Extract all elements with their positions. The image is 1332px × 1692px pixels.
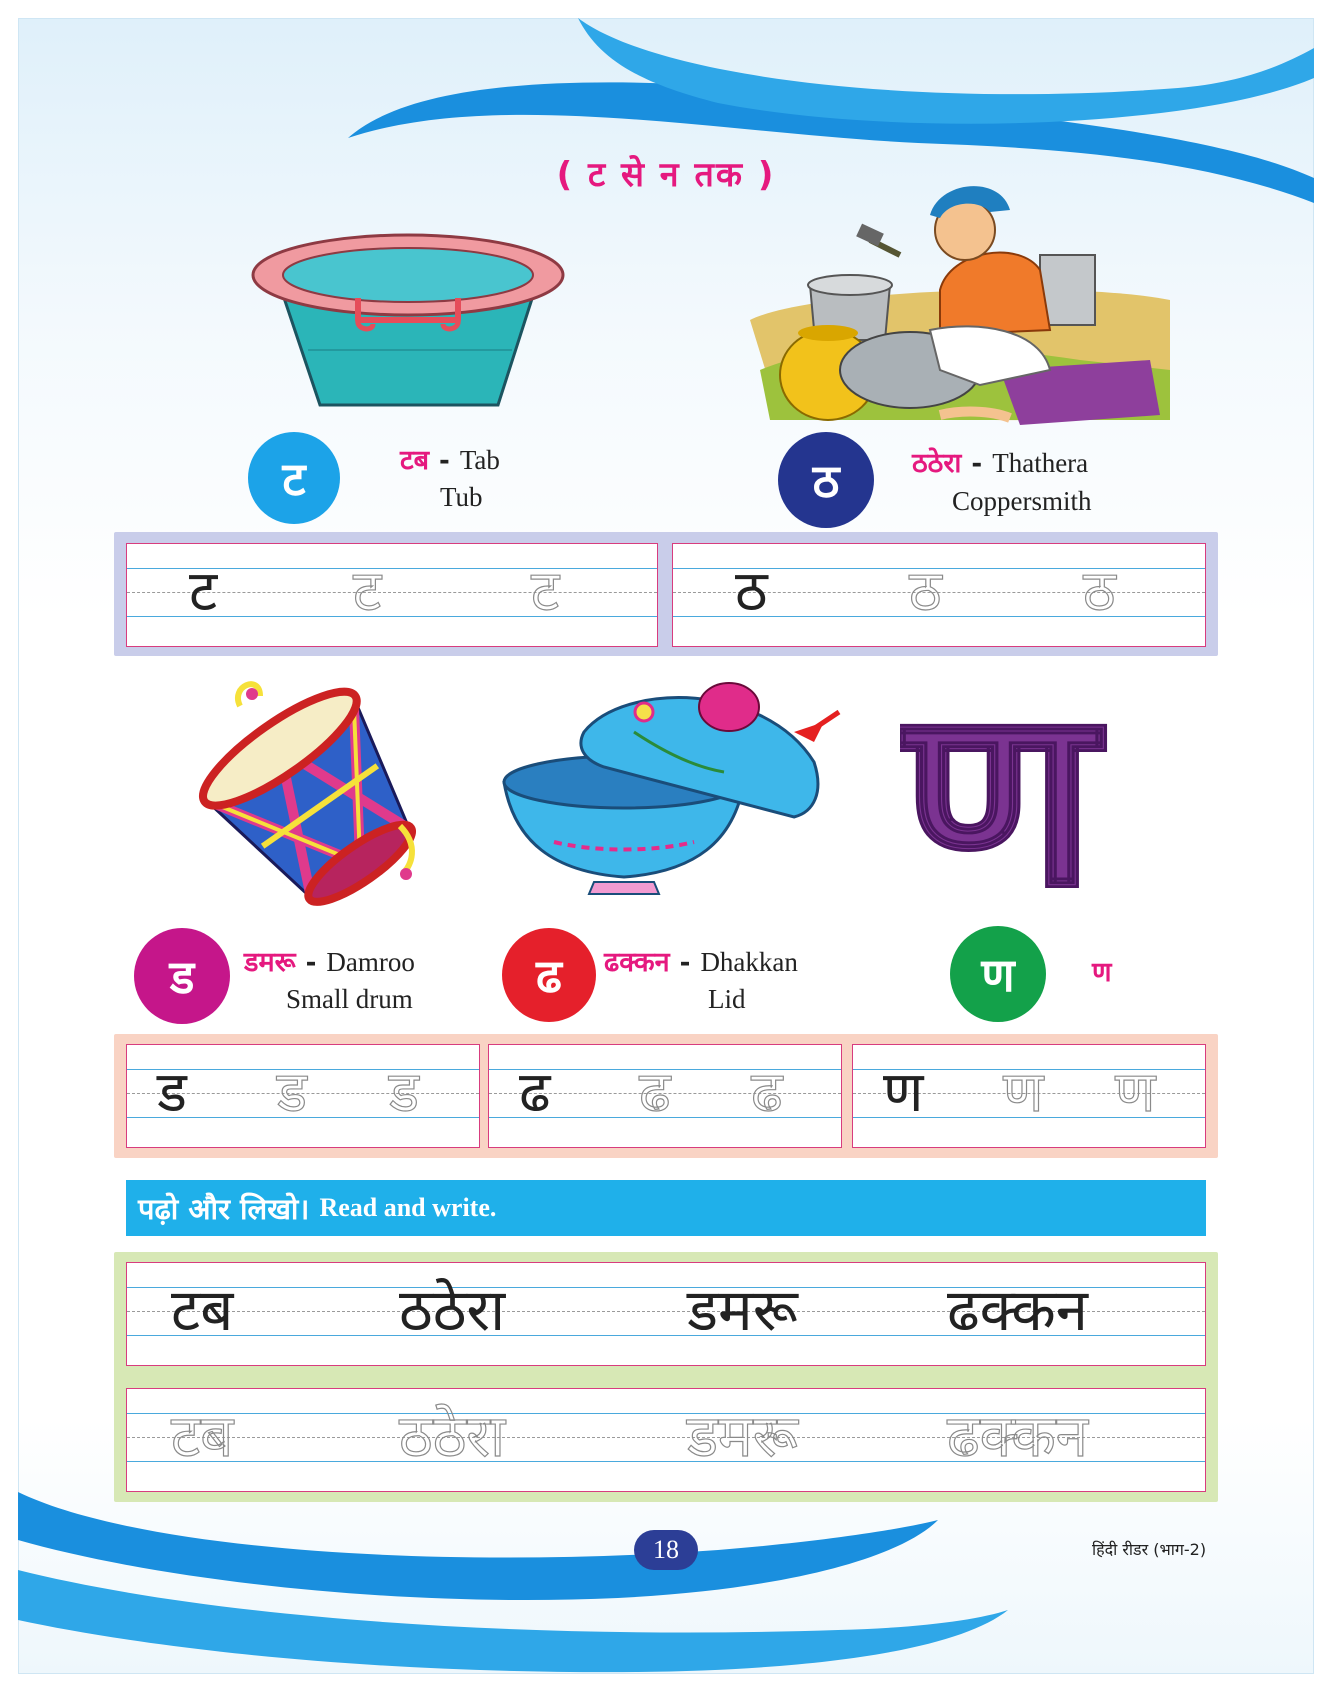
read-write-banner	[126, 1180, 1206, 1236]
word-practice-box-trace[interactable]	[126, 1388, 1206, 1492]
trace-letter: ठ	[1083, 559, 1116, 624]
solid-letter: ठ	[735, 559, 768, 624]
transliteration-tab: Tab	[459, 445, 500, 475]
meaning-lid: Lid	[708, 984, 746, 1014]
trace-letter: ढ	[751, 1060, 783, 1125]
trace-word: टब	[171, 1402, 234, 1470]
trace-letter: ण	[1003, 1060, 1044, 1125]
transliteration-thathera: Thathera	[992, 448, 1089, 478]
letter-circle-tha	[778, 432, 874, 528]
practice-box-da[interactable]	[126, 1044, 480, 1148]
practice-box-dha[interactable]	[488, 1044, 842, 1148]
word-row-dhakkan: ढक्कन - Dhakkan	[604, 947, 798, 978]
letter-na: ण	[981, 948, 1015, 1002]
meaning-small-drum: Small drum	[286, 984, 413, 1014]
practice-box-ta[interactable]	[126, 543, 658, 647]
meaning-coppersmith: Coppersmith	[952, 486, 1092, 516]
word-row-tub: टब - Tab	[400, 445, 500, 476]
coppersmith-picture	[750, 170, 1170, 430]
solid-letter: ड	[157, 1060, 187, 1125]
transliteration-dhakkan: Dhakkan	[700, 947, 798, 977]
solid-word: टब	[171, 1276, 234, 1344]
solid-word: ठठेरा	[399, 1276, 506, 1344]
book-footer: हिंदी रीडर (भाग-2)	[1092, 1540, 1207, 1559]
hindi-word-dhakkan: ढक्कन	[604, 947, 670, 978]
trace-word: डमरू	[687, 1402, 798, 1470]
solid-word: डमरू	[687, 1276, 798, 1344]
letter-da: ड	[169, 950, 195, 1004]
solid-word: ढक्कन	[947, 1276, 1088, 1344]
read-write-heading-hindi: पढ़ो और लिखो।	[138, 1191, 310, 1226]
letter-circle-da	[134, 928, 230, 1024]
letter-tha: ठ	[812, 454, 840, 508]
trace-letter: ट	[353, 559, 382, 624]
bottom-wave-decoration	[18, 1480, 1314, 1674]
trace-letter: ट	[531, 559, 560, 624]
lid-bowl-picture	[494, 672, 854, 912]
svg-text:ण: ण	[900, 688, 1098, 918]
solid-letter: ण	[883, 1060, 924, 1125]
solid-letter: ट	[189, 559, 218, 624]
trace-letter: ण	[1115, 1060, 1156, 1125]
trace-letter: ठ	[909, 559, 942, 624]
letter-circle-ta	[248, 432, 340, 524]
trace-word: ठठेरा	[399, 1402, 506, 1470]
page-number: 18	[634, 1530, 698, 1570]
letter-dha: ढ	[536, 949, 562, 1003]
read-write-heading-english: Read and write.	[319, 1193, 497, 1222]
trace-letter: ड	[389, 1060, 419, 1125]
drum-picture	[190, 676, 450, 916]
hindi-word-damroo: डमरू	[244, 947, 296, 978]
hindi-word-na: ण	[1092, 957, 1112, 988]
practice-box-tha[interactable]	[672, 543, 1206, 647]
trace-letter: ढ	[639, 1060, 671, 1125]
meaning-tub: Tub	[440, 482, 483, 512]
word-row-thathera: ठठेरा - Thathera	[912, 448, 1089, 479]
word-row-damroo: डमरू - Damroo	[244, 947, 415, 978]
word-practice-box-solid[interactable]	[126, 1262, 1206, 1366]
trace-word: ढक्कन	[947, 1402, 1088, 1470]
tub-picture	[248, 220, 568, 415]
hindi-word-tab: टब	[400, 445, 430, 476]
letter-circle-na	[950, 926, 1046, 1022]
practice-box-na[interactable]	[852, 1044, 1206, 1148]
letter-na-picture	[900, 688, 1170, 918]
solid-letter: ढ	[519, 1060, 551, 1125]
trace-letter: ड	[277, 1060, 307, 1125]
letter-ta: ट	[282, 452, 306, 506]
transliteration-damroo: Damroo	[326, 947, 415, 977]
hindi-word-thathera: ठठेरा	[912, 448, 962, 479]
letter-circle-dha	[502, 928, 596, 1022]
page-title: ( ट से न तक )	[556, 155, 776, 195]
